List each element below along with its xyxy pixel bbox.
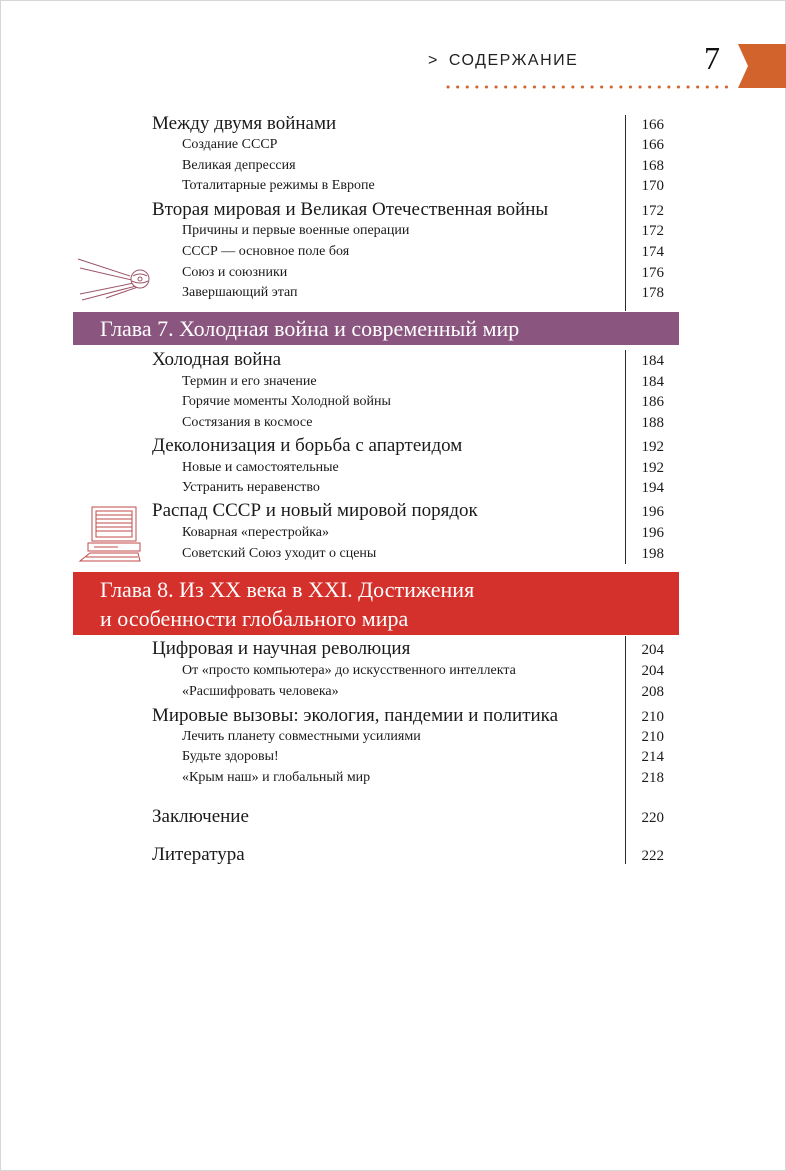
toc-subsection-entry[interactable] [0,414,664,436]
chapter-title: Глава 7. Холодная война и современный мир [100,316,520,341]
toc-entry-title: Горячие моменты Холодной войны [182,394,391,409]
toc-entry-page: 220 [641,810,664,826]
toc-entry-title: Завершающий этап [182,285,298,300]
toc-entry-title: «Расшифровать человека» [182,684,339,699]
toc-entry-title: Коварная «перестройка» [182,525,329,540]
toc-section-entry[interactable] [0,437,664,459]
toc-subsection-entry[interactable] [0,243,664,265]
toc-entry-page: 166 [641,137,664,153]
toc-entry-page: 172 [641,223,664,239]
toc-entry-title: Заключение [152,806,249,827]
toc-entry-page: 194 [641,480,664,496]
toc-entry-title: Литература [152,844,245,865]
toc-entry-page: 198 [641,546,664,562]
toc-subsection-entry[interactable] [0,748,664,770]
toc-entry-title: Причины и первые военные операции [182,223,410,238]
section-title: СОДЕРЖАНИЕ [448,52,579,69]
toc-section-entry[interactable] [0,201,664,223]
toc-entry-page: 174 [641,244,664,260]
toc-subsection-entry[interactable] [0,373,664,395]
toc-entry-title: Союз и союзники [182,265,288,280]
toc-entry-page: 210 [641,709,664,725]
toc-entry-page: 172 [641,203,664,219]
toc-entry-page: 204 [641,663,664,679]
toc-subsection-entry[interactable] [0,222,664,244]
toc-subsection-entry[interactable] [0,136,664,158]
toc-entry-title: Тоталитарные режимы в Европе [182,178,375,193]
toc-entry-title: Вторая мировая и Великая Отечественная войны [152,199,549,220]
toc-subsection-entry[interactable] [0,728,664,750]
chevron-right-icon: > [428,52,439,69]
toc-entry-page: 166 [641,117,664,133]
toc-section-entry[interactable] [0,115,664,137]
toc-entry-title: Между двумя войнами [152,113,337,134]
toc-subsection-entry[interactable] [0,479,664,501]
toc-entry-title: СССР — основное поле боя [182,244,350,259]
toc-subsection-entry[interactable] [0,769,664,791]
toc-entry-title: Холодная война [152,349,282,370]
toc-subsection-entry[interactable] [0,157,664,179]
toc-entry-title: Состязания в космосе [182,415,313,430]
toc-entry-title: Лечить планету совместными усилиями [182,729,421,744]
toc-subsection-entry[interactable] [0,459,664,481]
toc-entry-page: 208 [641,684,664,700]
page-flag-icon [738,44,786,88]
toc-entry-page: 176 [641,265,664,281]
toc-entry-title: Мировые вызовы: экология, пандемии и политика [152,705,559,726]
toc-entry-page: 184 [641,353,664,369]
toc-entry-page: 218 [641,770,664,786]
toc-entry-page: 204 [641,642,664,658]
toc-entry-title: Новые и самостоятельные [182,460,339,475]
toc-entry-title: Великая депрессия [182,158,296,173]
toc-entry-title: Термин и его значение [182,374,317,389]
toc-entry-page: 192 [641,460,664,476]
toc-section-entry[interactable] [0,808,664,830]
chapter-title-line-2: и особенности глобального мира [100,606,409,631]
toc-entry-page: 184 [641,374,664,390]
toc-subsection-entry[interactable] [0,284,664,306]
toc-subsection-entry[interactable] [0,393,664,415]
toc-entry-title: Распад СССР и новый мировой порядок [152,500,478,521]
chapter-8-banner[interactable] [73,572,679,635]
toc-entry-page: 210 [641,729,664,745]
toc-section-entry[interactable] [0,640,664,662]
toc-subsection-entry[interactable] [0,524,664,546]
toc-entry-page: 196 [641,525,664,541]
section-header [428,52,578,70]
toc-entry-page: 192 [641,439,664,455]
chapter-title-line-1: Глава 8. Из XX века в XXI. Достижения [100,577,475,602]
toc-subsection-entry[interactable] [0,683,664,705]
chapter-7-banner[interactable] [73,312,679,345]
toc-entry-title: Деколонизация и борьба с апартеидом [152,435,463,456]
toc-entry-page: 222 [641,848,664,864]
toc-entry-title: От «просто компьютера» до искусственного интеллекта [182,663,516,678]
toc-entry-page: 170 [641,178,664,194]
toc-subsection-entry[interactable] [0,545,664,567]
toc-entry-page: 214 [641,749,664,765]
toc-subsection-entry[interactable] [0,177,664,199]
toc-subsection-entry[interactable] [0,662,664,684]
toc-section-entry[interactable] [0,846,664,868]
toc-entry-page: 168 [641,158,664,174]
toc-entry-title: «Крым наш» и глобальный мир [182,770,371,785]
toc-entry-page: 186 [641,394,664,410]
toc-section-entry[interactable] [0,707,664,729]
toc-entry-title: Будьте здоровы! [182,749,279,764]
toc-section-entry[interactable] [0,502,664,524]
toc-entry-page: 178 [641,285,664,301]
toc-entry-title: Цифровая и научная революция [152,638,411,659]
toc-entry-title: Советский Союз уходит о сцены [182,546,377,561]
dotted-divider [446,84,736,90]
toc-section-entry[interactable] [0,351,664,373]
toc-entry-page: 188 [641,415,664,431]
toc-subsection-entry[interactable] [0,264,664,286]
toc-entry-title: Создание СССР [182,137,278,152]
page-number: 7 [704,40,720,76]
toc-entry-title: Устранить неравенство [182,480,320,495]
toc-entry-page: 196 [641,504,664,520]
